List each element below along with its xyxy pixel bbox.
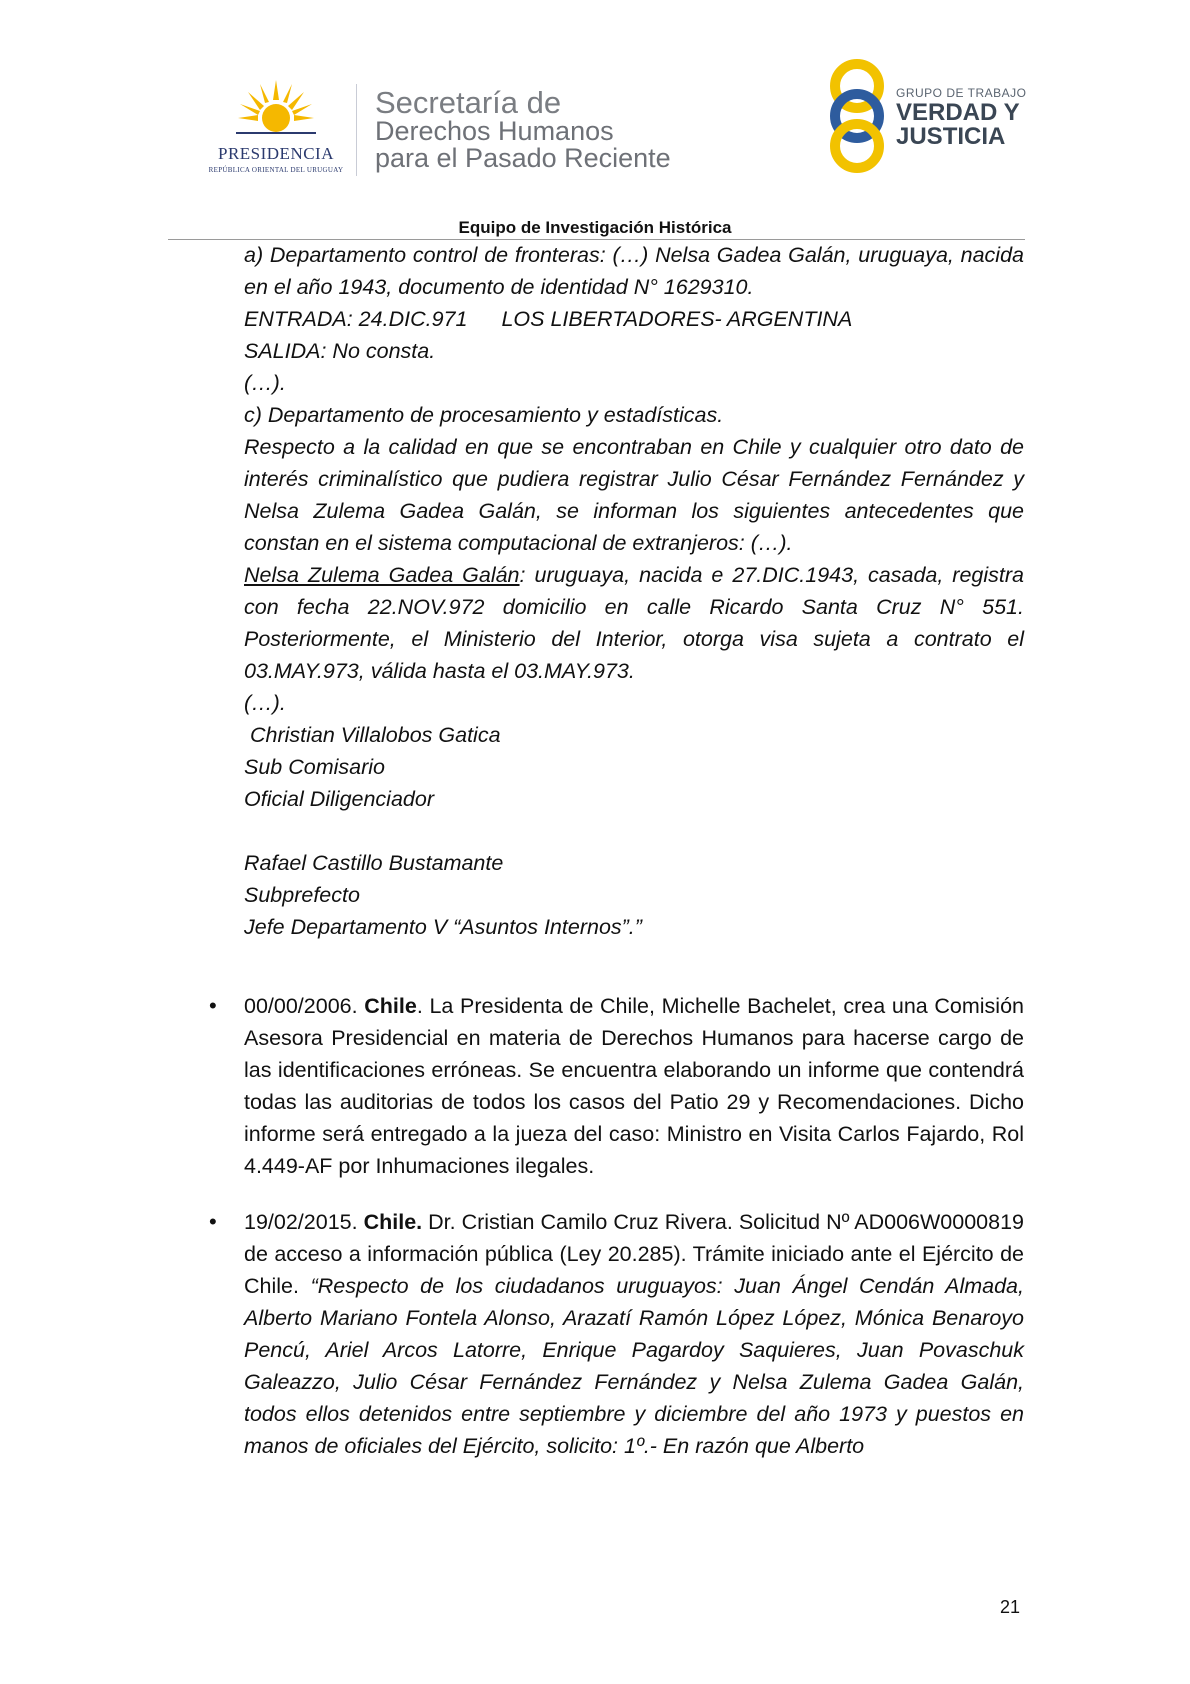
vyj-line-2: VERDAD Y [896,99,1020,126]
section-c-heading: c) Departamento de procesamiento y estadísticas. [244,403,724,427]
header-divider [356,84,357,176]
sun-emblem-icon [236,78,316,142]
presidencia-sublabel: REPÚBLICA ORIENTAL DEL URUGUAY [208,166,344,174]
entry-text: . La Presidenta de Chile, Michelle Bachelet, crea una Comisión Asesora Presidencial en materia de Derechos Humanos para hacerse cargo de las identificaciones erróneas. Se encuentra elaborando un informe que contendrá todas las auditorias de todos los casos del Patio 29 y Recomendaciones. Dicho informe será entregado a la jueza del caso: Ministro en Visita Carlos Fajardo, Rol 4.449-AF por Inhumaciones ilegales. [244,994,1024,1178]
signatory-2-name: Rafael Castillo Bustamante [244,851,504,875]
page-number: 21 [1000,1597,1021,1617]
list-item [209,1206,1024,1462]
bullet-icon: • [209,1209,217,1234]
list-item [209,990,1024,1182]
nelsa-paragraph [244,559,1024,687]
chronology-list [209,990,1024,1486]
quoted-report [244,239,1024,943]
rings-icon [822,56,892,176]
entry-text: Dr. Cristian Camilo Cruz Rivera. Solicitud Nº AD006W0000819 de acceso a información pública (Ley 20.285). Trámite iniciado ante el Ejército de Chile. [244,1210,1024,1298]
vyj-line-3: JUSTICIA [896,123,1006,150]
respecto-paragraph: Respecto a la calidad en que se encontraban en Chile y cualquier otro dato de interés criminalístico que pudiera registrar Julio César Fernández Fernández y Nelsa Zulema Gadea Galán, se informan los siguientes antecedentes que constan en el sistema computacional de extranjeros: (…). [244,435,1024,555]
fronteras-paragraph: a) Departamento control de fronteras: (…) Nelsa Gadea Galán, uruguaya, nacida en el año 1943, documento de identidad N° 1629310. [244,243,1024,299]
verdad-justicia-logo [822,56,1032,176]
vyj-line-1: GRUPO DE TRABAJO [896,86,1027,100]
entrada-date: ENTRADA: 24.DIC.971 [244,307,468,331]
signatory-2-role: Jefe Departamento V “Asuntos Internos”.” [244,915,642,939]
nelsa-name: Nelsa Zulema Gadea Galán [244,563,520,587]
secretaria-line-1: Secretaría de [375,85,562,120]
secretaria-line-2: Derechos Humanos [375,116,614,146]
team-title: Equipo de Investigación Histórica [458,218,732,237]
signatory-2-rank: Subprefecto [244,883,360,907]
salida-line: SALIDA: No consta. [244,339,436,363]
entrada-line [244,303,1024,335]
page-header [0,0,1190,250]
ellipsis-2: (…). [244,691,286,715]
entry-country: Chile. [363,1210,423,1234]
nelsa-details: : uruguaya, nacida e 27.DIC.1943, casada, registra con fecha 22.NOV.972 domicilio en calle Ricardo Santa Cruz N° 551. Posteriormente, el Ministerio del Interior, otorga visa sujeta a contrato el 03.MAY.973, válida hasta el 03.MAY.973. [244,563,1024,683]
bullet-icon: • [209,993,217,1018]
entry-country: Chile [364,994,417,1018]
signatory-1-role: Oficial Diligenciador [244,787,434,811]
presidencia-label: PRESIDENCIA [217,144,334,163]
entry-date: 19/02/2015. [244,1210,358,1234]
secretaria-logo [375,85,671,173]
presidencia-logo [196,78,356,178]
ellipsis-1: (…). [244,371,286,395]
secretaria-line-3: para el Pasado Reciente [375,143,671,173]
entry-date: 00/00/2006. [244,994,358,1018]
entry-quote: “Respecto de los ciudadanos uruguayos: Juan Ángel Cendán Almada, Alberto Mariano Fontela Alonso, Arazatí Ramón López López, Mónica Benaroyo Pencú, Ariel Arcos Latorre, Enrique Pagardoy Saquieres, Juan Povaschuk Galeazzo, Julio César Fernández Fernández y Nelsa Zulema Gadea Galán, todos ellos detenidos entre septiembre y diciembre del año 1973 y puestos en manos de oficiales del Ejército, solicito: 1º.- En razón que Alberto [244,1274,1024,1458]
signatory-1-rank: Sub Comisario [244,755,385,779]
entrada-border: LOS LIBERTADORES- ARGENTINA [501,307,853,331]
signatory-1-name: Christian Villalobos Gatica [249,723,501,747]
